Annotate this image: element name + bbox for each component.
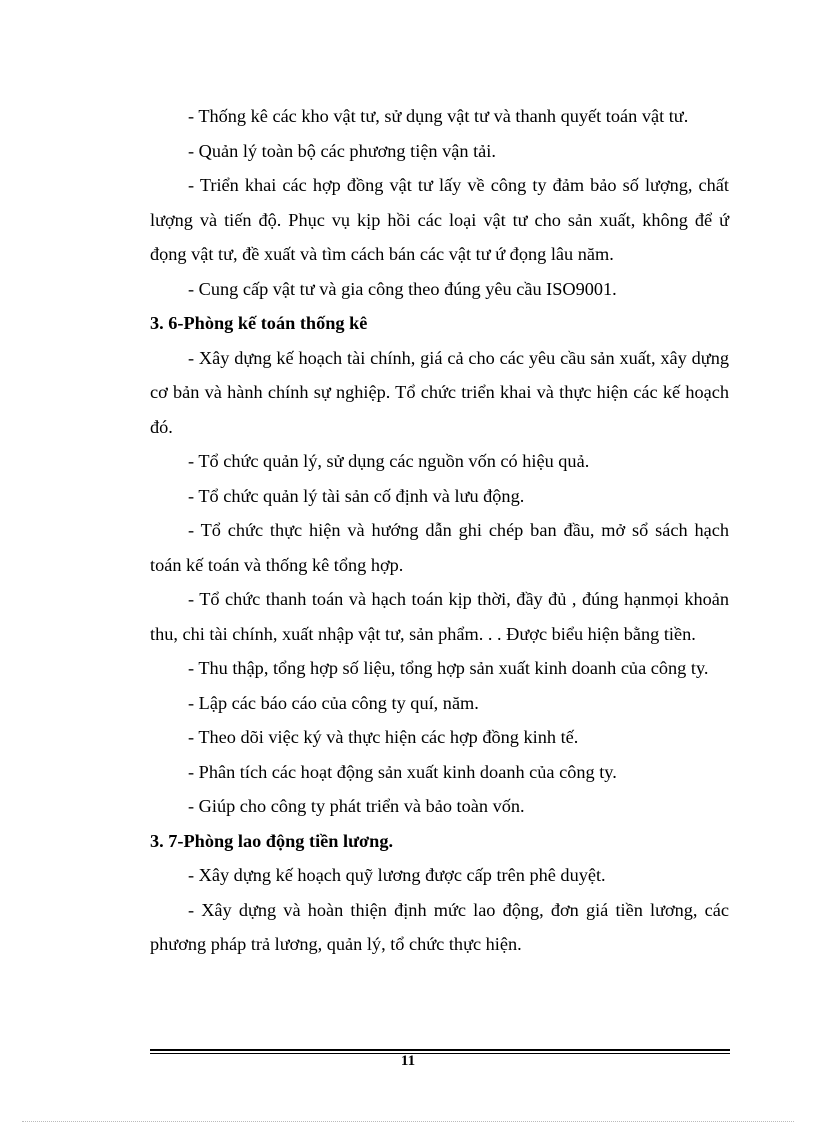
list-item: - Xây dựng kế hoạch quỹ lương được cấp trên phê duyệt. (188, 865, 606, 885)
page-edge (22, 1121, 794, 1122)
list-item: - Theo dõi việc ký và thực hiện các hợp đồng kinh tế. (188, 727, 579, 747)
list-item: - Lập các báo cáo của công ty quí, năm. (188, 692, 479, 713)
page-body (150, 99, 729, 962)
page-number: 11 (400, 1053, 416, 1069)
list-item: - Xây dựng kế hoạch tài chính, giá cả cho các yêu cầu sản xuất, xây dựng cơ bản và hành chính sự nghiệp. Tổ chức triển khai và thực hiện các kế hoạch đó. (150, 347, 729, 437)
list-item: - Quản lý toàn bộ các phương tiện vận tải. (188, 140, 496, 161)
list-item: - Thống kê các kho vật tư, sử dụng vật tư và thanh quyết toán vật tư. (188, 106, 689, 126)
footer-divider (150, 1049, 730, 1051)
list-item: - Phân tích các hoạt động sản xuất kinh doanh của công ty. (188, 761, 617, 782)
list-item: - Triển khai các hợp đồng vật tư lấy về công ty đảm bảo số lượng, chất lượng và tiến độ. Phục vụ kịp hồi các loại vật tư cho sản xuất, không để ứ đọng vật tư, đề xuất và tìm cách bán các vật tư ứ đọng lâu năm. (150, 175, 729, 264)
list-item: - Cung cấp vật tư và gia công theo đúng yêu cầu ISO9001. (188, 278, 617, 299)
list-item: - Giúp cho công ty phát triển và bảo toàn vốn. (188, 796, 525, 816)
list-item: - Xây dựng và hoàn thiện định mức lao động, đơn giá tiền lương, các phương pháp trả lương, quản lý, tổ chức thực hiện. (150, 899, 729, 954)
list-item: - Tổ chức thực hiện và hướng dẫn ghi chép ban đầu, mở sổ sách hạch toán kế toán và thống kê tổng hợp. (150, 520, 729, 575)
section-heading: 3. 7-Phòng lao động tiền lương. (150, 830, 394, 851)
section-heading: 3. 6-Phòng kế toán thống kê (150, 313, 368, 333)
list-item: - Tổ chức thanh toán và hạch toán kịp thời, đầy đủ , đúng hạnmọi khoản thu, chi tài chính, xuất nhập vật tư, sản phẩm. . . Được biểu hiện bằng tiền. (150, 589, 729, 644)
list-item: - Thu thập, tổng hợp số liệu, tổng hợp sản xuất kinh doanh của công ty. (188, 658, 709, 678)
list-item: - Tổ chức quản lý tài sản cố định và lưu động. (188, 485, 525, 506)
list-item: - Tổ chức quản lý, sử dụng các nguồn vốn có hiệu quả. (188, 451, 590, 471)
